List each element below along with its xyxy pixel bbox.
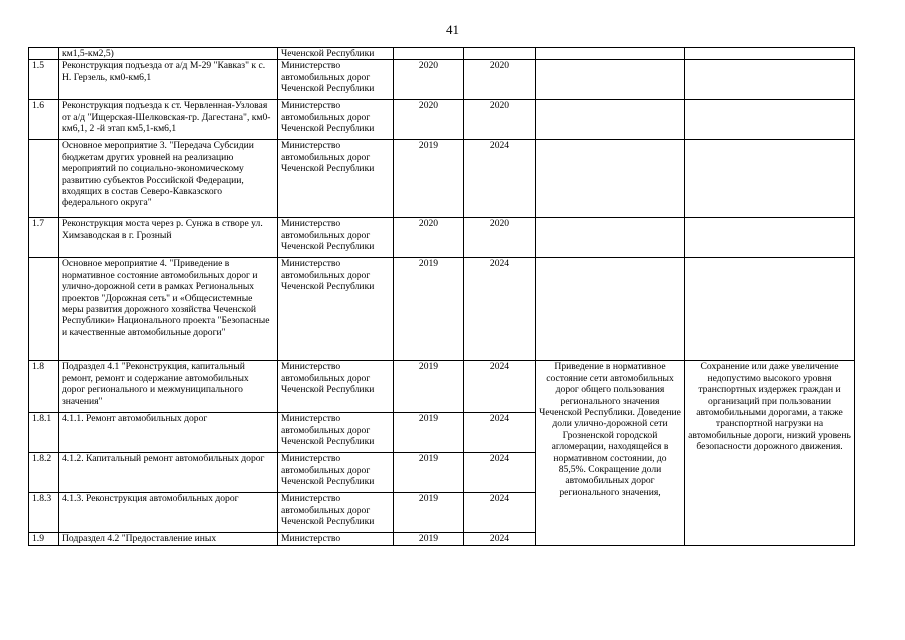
end-year: 2024 [464,493,536,533]
end-year: 2024 [464,533,536,545]
expected-result-cell [536,100,685,140]
row-number [29,258,59,361]
executor: Министерство автомобильных дорог Чеченской Республики [278,218,394,258]
executor: Министерство автомобильных дорог Чеченской Республики [278,60,394,100]
executor: Министерство [278,533,394,545]
executor: Министерство автомобильных дорог Чеченской Республики [278,413,394,453]
end-year: 2020 [464,100,536,140]
executor: Министерство автомобильных дорог Чеченской Республики [278,100,394,140]
table-row [29,48,855,60]
start-year: 2019 [394,533,464,545]
row-number: 1.8.1 [29,413,59,453]
measure-name: Подраздел 4.2 "Предоставление иных [59,533,278,545]
end-year: 2024 [464,413,536,453]
end-year: 2020 [464,218,536,258]
table-row [29,100,855,140]
end-year: 2020 [464,60,536,100]
measure-name: 4.1.2. Капитальный ремонт автомобильных дорог [59,453,278,493]
table-row [29,361,855,413]
end-year: 2024 [464,140,536,218]
consequence-cell [685,140,855,218]
start-year: 2019 [394,258,464,361]
row-number: 1.8 [29,361,59,413]
row-number: 1.8.3 [29,493,59,533]
end-year: 2024 [464,258,536,361]
expected-result-cell [536,140,685,218]
table-row [29,258,855,361]
row-number: 1.5 [29,60,59,100]
executor: Министерство автомобильных дорог Чеченской Республики [278,361,394,413]
start-year: 2020 [394,60,464,100]
measure-name: Основное мероприятие 3. "Передача Субсидии бюджетам других уровней на реализацию мероприятий по социально-экономическому развитию субъектов Российской Федерации, входящих в состав Северо-Кавказского федерального округа" [59,140,278,218]
measure-name: Реконструкция моста через р. Сунжа в створе ул. Химзаводская в г. Грозный [59,218,278,258]
measure-name: км1,5-км2,5) [59,48,278,60]
table-row [29,60,855,100]
measure-name: Реконструкция подъезда от а/д М-29 "Кавказ" к с. Н. Герзель, км0-км6,1 [59,60,278,100]
expected-result: Приведение в нормативное состояние сети автомобильных дорог общего пользования регионального значения Чеченской Республики. Доведение доли улично-дорожной сети Грозненской городской агломерации, находящейся в нормативном состоянии, до 85,5%. Сокращение доли автомобильных дорог регионального значения, [536,361,685,545]
end-year: 2024 [464,361,536,413]
row-number [29,48,59,60]
start-year: 2019 [394,413,464,453]
executor: Министерство автомобильных дорог Чеченской Республики [278,493,394,533]
executor: Министерство автомобильных дорог Чеченской Республики [278,140,394,218]
consequence-cell [685,60,855,100]
measure-name: 4.1.1. Ремонт автомобильных дорог [59,413,278,453]
table-row [29,218,855,258]
end-year [464,48,536,60]
row-number [29,140,59,218]
consequence-of-non-implementation: Сохранение или даже увеличение недопустимо высокого уровня транспортных издержек граждан и организаций при пользовании автомобильными дорогами, а также транспортной нагрузки на автомобильные дороги, низкий уровень безопасности дорожного движения. [685,361,855,545]
expected-result-cell [536,258,685,361]
consequence-cell [685,218,855,258]
page-number: 41 [446,22,459,37]
start-year: 2019 [394,493,464,533]
start-year: 2019 [394,140,464,218]
row-number: 1.7 [29,218,59,258]
expected-result-cell [536,48,685,60]
executor: Министерство автомобильных дорог Чеченской Республики [278,258,394,361]
measure-name: 4.1.3. Реконструкция автомобильных дорог [59,493,278,533]
row-number: 1.6 [29,100,59,140]
expected-result-cell [536,218,685,258]
expected-result-cell [536,60,685,100]
program-measures-table [28,47,855,546]
row-number: 1.8.2 [29,453,59,493]
consequence-cell [685,48,855,60]
start-year: 2019 [394,361,464,413]
measure-name: Реконструкция подъезда к ст. Червленная-Узловая от а/д "Ищерская-Шелковская-гр. Дагестана", км0-км6,1, 2 -й этап км5,1-км6,1 [59,100,278,140]
start-year: 2019 [394,453,464,493]
table-row [29,140,855,218]
start-year: 2020 [394,100,464,140]
start-year: 2020 [394,218,464,258]
consequence-cell [685,100,855,140]
start-year [394,48,464,60]
end-year: 2024 [464,453,536,493]
measure-name: Основное мероприятие 4. "Приведение в нормативное состояние автомобильных дорог и улично-дорожной сети в рамках Региональных проектов "Дорожная сеть" и «Общесистемные меры развития дорожного хозяйства Чеченской Республики» Национального проекта "Безопасные и качественные автомобильные дороги" [59,258,278,361]
executor: Министерство автомобильных дорог Чеченской Республики [278,453,394,493]
consequence-cell [685,258,855,361]
row-number: 1.9 [29,533,59,545]
executor: Чеченской Республики [278,48,394,60]
measure-name: Подраздел 4.1 "Реконструкция, капитальный ремонт, ремонт и содержание автомобильных дорог регионального и межмуниципального значения" [59,361,278,413]
